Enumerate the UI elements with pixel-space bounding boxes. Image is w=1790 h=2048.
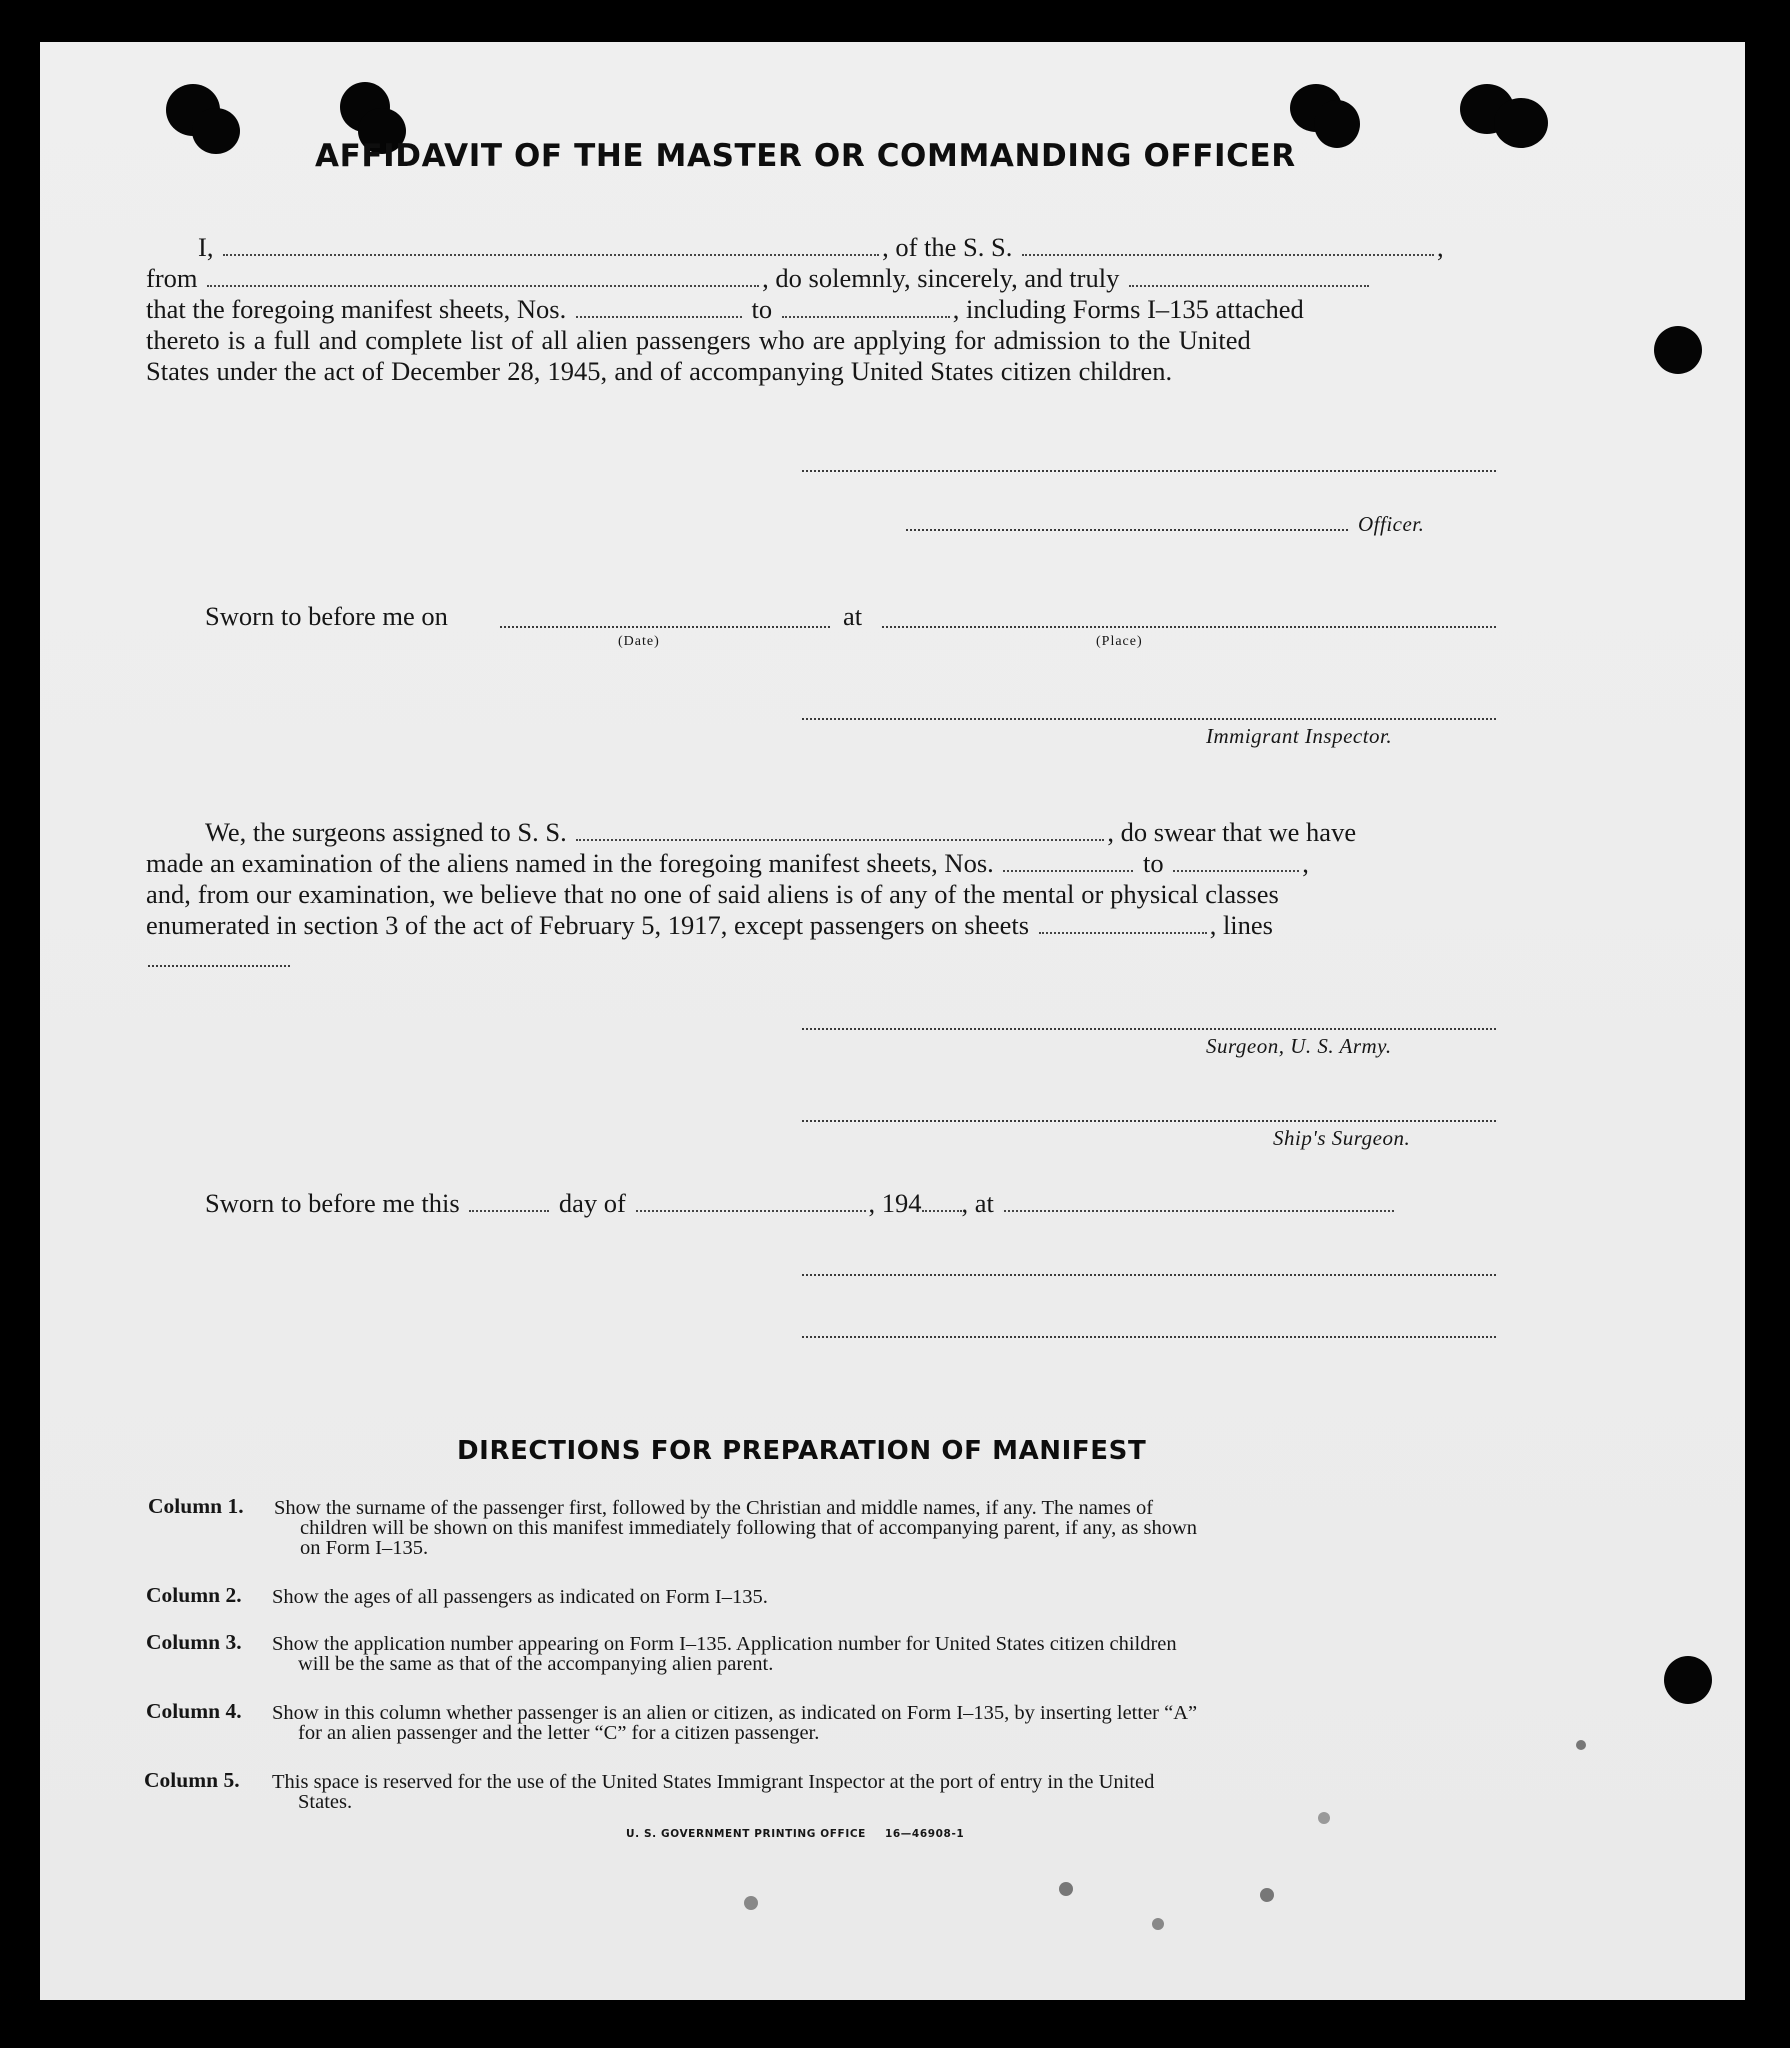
except-sheets-field[interactable] bbox=[1039, 931, 1207, 934]
affidavit-text: , do solemnly, sincerely, and truly bbox=[762, 263, 1120, 293]
speck bbox=[1260, 1888, 1274, 1902]
surgeons-text: , do swear that we have bbox=[1107, 817, 1357, 847]
column-label: Column 1. bbox=[148, 1494, 244, 1518]
ship-surgeon-label: Ship's Surgeon. bbox=[1273, 1126, 1411, 1150]
column-1-text bbox=[274, 1498, 1500, 1558]
sworn-year-field[interactable] bbox=[922, 1209, 962, 1212]
sworn-text: Sworn to before me this bbox=[205, 1188, 460, 1218]
column-text-line: Show the surname of the passenger first, followed by the Christian and middle names, if any. The names of bbox=[274, 1497, 1154, 1519]
affidavit-text: , bbox=[1437, 232, 1444, 262]
sworn-month-field[interactable] bbox=[636, 1209, 866, 1212]
sworn-this-line bbox=[205, 1190, 1500, 1217]
punch-hole bbox=[192, 108, 240, 154]
directions-title: DIRECTIONS FOR PREPARATION OF MANIFEST bbox=[457, 1436, 1147, 1466]
sworn-text: , at bbox=[961, 1188, 994, 1218]
column-5-text bbox=[272, 1772, 1498, 1812]
surgeons-ship-field[interactable] bbox=[576, 838, 1104, 841]
punch-hole bbox=[1314, 100, 1360, 148]
inspector-label: Immigrant Inspector. bbox=[1206, 724, 1393, 748]
affidavit-text: from bbox=[146, 263, 198, 293]
affidavit-line-3 bbox=[146, 296, 1500, 323]
punch-hole bbox=[1664, 1656, 1712, 1704]
column-label: Column 5. bbox=[144, 1768, 240, 1792]
surgeons-text: made an examination of the aliens named in the foregoing manifest sheets, Nos. bbox=[146, 848, 994, 878]
speck bbox=[1576, 1740, 1586, 1750]
sworn-date-text: Sworn to before me on bbox=[205, 601, 448, 631]
surgeons-line-4 bbox=[146, 912, 1500, 939]
sworn-text: , 194 bbox=[868, 1188, 922, 1218]
column-text-line: children will be shown on this manifest immediately following that of accompanying parent, if any, as shown bbox=[300, 1517, 1198, 1539]
surgeons-line-3: and, from our examination, we believe that no one of said aliens is of any of the mental or physical classes bbox=[146, 879, 1279, 909]
column-4-text bbox=[272, 1703, 1498, 1743]
army-surgeon-label: Surgeon, U. S. Army. bbox=[1206, 1034, 1392, 1058]
column-text-line: States. bbox=[298, 1791, 353, 1813]
column-text-line: This space is reserved for the use of the United States Immigrant Inspector at the port of entry in the United bbox=[272, 1771, 1155, 1793]
column-label: Column 3. bbox=[146, 1630, 242, 1654]
surgeons-text: enumerated in section 3 of the act of February 5, 1917, except passengers on sheets bbox=[146, 910, 1030, 940]
column-3-text bbox=[272, 1634, 1498, 1674]
affidavit-line-5: States under the act of December 28, 1945, and of accompanying United States citizen children. bbox=[146, 356, 1173, 386]
sworn-day-field[interactable] bbox=[469, 1209, 549, 1212]
form-code: 16—46908-1 bbox=[885, 1828, 965, 1840]
speck bbox=[1059, 1882, 1073, 1896]
affidavit-text: , including Forms I–135 attached bbox=[952, 294, 1304, 324]
inspector-signature-line[interactable] bbox=[802, 718, 1496, 720]
affidavit-text: that the foregoing manifest sheets, Nos. bbox=[146, 294, 567, 324]
surgeons-line-1 bbox=[205, 819, 1500, 846]
column-text-line: Show the ages of all passengers as indicated on Form I–135. bbox=[272, 1586, 768, 1608]
speck bbox=[744, 1896, 758, 1910]
officer-label: Officer. bbox=[1358, 512, 1425, 536]
printer-imprint: U. S. GOVERNMENT PRINTING OFFICE bbox=[626, 1828, 866, 1840]
form-title: AFFIDAVIT OF THE MASTER OR COMMANDING OFFICER bbox=[315, 138, 1296, 174]
surgeons-text: , lines bbox=[1209, 910, 1273, 940]
sworn-signature-line-2[interactable] bbox=[802, 1336, 1496, 1338]
ship-name-field[interactable] bbox=[1022, 253, 1434, 256]
surgeons-line-2 bbox=[146, 850, 1500, 877]
column-text-line: will be the same as that of the accompanying alien parent. bbox=[298, 1653, 774, 1675]
column-label: Column 4. bbox=[146, 1699, 242, 1723]
speck bbox=[1318, 1812, 1330, 1824]
surgeons-text: to bbox=[1143, 848, 1164, 878]
column-text-line: Show the application number appearing on Form I–135. Application number for United States citizen children bbox=[272, 1633, 1177, 1655]
surgeons-sheets-to-field[interactable] bbox=[1173, 869, 1299, 872]
date-caption: (Date) bbox=[618, 634, 660, 649]
affidavit-text: I, bbox=[198, 232, 214, 262]
lines-field[interactable] bbox=[148, 965, 290, 967]
affidavit-text: to bbox=[751, 294, 773, 324]
punch-hole bbox=[1654, 326, 1702, 374]
surgeons-text: , bbox=[1302, 848, 1309, 878]
punch-hole bbox=[1494, 98, 1548, 148]
oath-word-field[interactable] bbox=[1129, 284, 1369, 287]
affidavit-text: , of the S. S. bbox=[882, 232, 1013, 262]
ship-surgeon-signature-line[interactable] bbox=[802, 1120, 1496, 1122]
sworn-text: day of bbox=[558, 1188, 626, 1218]
sheets-to-field[interactable] bbox=[782, 315, 950, 318]
place-caption: (Place) bbox=[1096, 634, 1143, 649]
army-surgeon-signature-line[interactable] bbox=[802, 1028, 1496, 1030]
column-2-text bbox=[272, 1587, 1498, 1607]
affidavit-line-1 bbox=[198, 234, 1500, 261]
officer-title-line[interactable] bbox=[906, 529, 1348, 531]
sworn-signature-line-1[interactable] bbox=[802, 1274, 1496, 1276]
form-page bbox=[40, 42, 1745, 2000]
from-port-field[interactable] bbox=[207, 284, 759, 287]
sworn-place-field[interactable] bbox=[882, 626, 1496, 628]
affidavit-line-2 bbox=[146, 265, 1500, 292]
sworn-date-field[interactable] bbox=[500, 626, 830, 628]
column-text-line: Show in this column whether passenger is an alien or citizen, as indicated on Form I–135, by inserting letter “A” bbox=[272, 1702, 1198, 1724]
officer-name-field[interactable] bbox=[223, 253, 879, 256]
column-text-line: for an alien passenger and the letter “C” for a citizen passenger. bbox=[298, 1722, 820, 1744]
speck bbox=[1152, 1918, 1164, 1930]
sheets-from-field[interactable] bbox=[576, 315, 742, 318]
surgeons-text: We, the surgeons assigned to S. S. bbox=[205, 817, 567, 847]
officer-signature-line[interactable] bbox=[802, 470, 1496, 472]
surgeons-sheets-from-field[interactable] bbox=[1003, 869, 1133, 872]
column-text-line: on Form I–135. bbox=[300, 1537, 429, 1559]
affidavit-line-4: thereto is a full and complete list of all alien passengers who are applying for admission to the United bbox=[146, 325, 1251, 355]
column-label: Column 2. bbox=[146, 1583, 242, 1607]
sworn-at-text: at bbox=[843, 601, 863, 631]
sworn-at-field[interactable] bbox=[1004, 1209, 1394, 1212]
